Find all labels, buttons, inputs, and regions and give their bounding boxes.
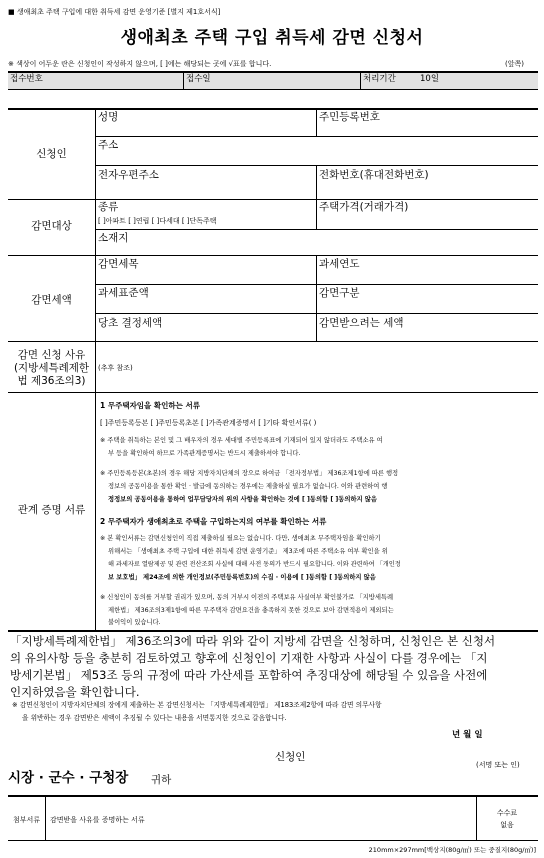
applicant-section-label: 신청인 [36, 148, 67, 160]
reason-section-label: 감면 신청 사유 [17, 349, 86, 361]
docs-note-3a: ※ 본 확인서류는 감면신청인이 직접 제출하실 필요는 없습니다. 다만, 생애최초 무주택자임을 확인하기 [100, 535, 381, 542]
reason-law-line2: 법 제36조의3) [17, 375, 86, 387]
fee-value: 없음 [500, 821, 514, 829]
warning-line-1: ※ 감면신청인이 지방자치단체의 장에게 제출하는 본 감면신청서는 「지방세특례제한법」 제183조제2항에 따라 감면 의무사항 [12, 701, 382, 709]
declaration-line-1: 「지방세특례제한법」 제36조의3에 따라 위와 같이 지방세 감면을 신청하며, 신청인은 본 신청서 [10, 634, 496, 648]
docs-heading-2: 2 무주택자가 생애최초로 주택을 구입하는지의 여부를 확인하는 서류 [100, 517, 327, 526]
page-title: 생애최초 주택 구입 취득세 감면 신청서 [120, 28, 424, 48]
phone-label: 전화번호(휴대전화번호) [319, 169, 429, 181]
sign-placeholder: (서명 또는 인) [476, 761, 520, 769]
tax-item-label: 감면세목 [98, 258, 139, 270]
attach-content: 감면받을 사유를 증명하는 서류 [50, 816, 145, 824]
receipt-number-label: 접수번호 [10, 74, 43, 84]
declaration-line-4: 인지하였음을 확인합니다. [10, 685, 140, 699]
location-label: 소재지 [98, 232, 129, 244]
reason-note: (추후 참조) [98, 364, 133, 372]
declaration-line-2: 의 유의사항 등을 충분히 검토하였고 향후에 신청인이 기재한 사항과 사실이 다를 경우에는 「지 [10, 651, 488, 665]
docs-section-label: 관계 증명 서류 [17, 504, 86, 516]
resident-number-label: 주민등록번호 [319, 111, 380, 123]
type-label: 종류 [98, 201, 119, 213]
house-price-label: 주택가격(거래가격) [319, 201, 409, 213]
recipient-honorific: 귀하 [151, 774, 172, 786]
email-label: 전자우편주소 [98, 169, 159, 181]
docs-note-1a: ※ 주택을 취득하는 본인 및 그 배우자의 경우 세대별 주민등록표에 기재되어 있지 않더라도 주택소유 여 [100, 437, 383, 444]
page-side-label: (앞쪽) [505, 60, 524, 68]
docs-note-3b: 위해서는 「생애최초 주택 구입에 대한 취득세 감면 운영기준」 제3조에 따른 주택소유 여부 확인을 위 [108, 548, 388, 555]
house-type-options[interactable]: [ ]아파트 [ ]연립 [ ]다세대 [ ]단독주택 [98, 217, 217, 225]
tax-base-label: 과세표준액 [98, 287, 149, 299]
form-note: ■ 생애최초 주택 구입에 대한 취득세 감면 운영기준 [별지 제1호서식] [8, 8, 221, 16]
processing-period-value: 10일 [420, 74, 440, 84]
docs-note-3d[interactable]: 보 보호법」 제24조에 의한 개인정보(주민등록번호)의 수집 · 이용에 [ ]동의함 [ ]동의하지 않음 [108, 574, 376, 581]
attach-label: 첨부서류 [12, 816, 41, 824]
receipt-date-label: 접수일 [186, 74, 211, 84]
instruction-text: ※ 색상이 어두운 란은 신청인이 작성하지 않으며, [ ]에는 해당되는 곳에 √표를 합니다. [8, 60, 272, 68]
footer-paper-spec: 210mm×297mm[백상지(80g/㎡) 또는 중질지(80g/㎡)] [368, 846, 536, 854]
tax-year-label: 과세연도 [319, 258, 360, 270]
decided-tax-label: 당초 결정세액 [98, 317, 163, 329]
docs-checks-1[interactable]: [ ]주민등록등본 [ ]주민등록초본 [ ]가족관계증명서 [ ]기타 확인서류( ) [100, 419, 317, 427]
reduction-category-label: 감면구분 [319, 287, 360, 299]
processing-period-label: 처리기간 [363, 74, 396, 84]
target-section-label: 감면대상 [31, 220, 72, 232]
docs-note-4c: 불이익이 있습니다. [108, 619, 161, 626]
fee-label: 수수료 [496, 809, 518, 817]
recipient-title: 시장 · 군수 · 구청장 [8, 770, 129, 786]
name-label: 성명 [98, 111, 119, 123]
docs-note-2a: ※ 주민등록등본(초본)의 경우 해당 지방자치단체의 장으로 하여금 「전자정부법」 제36조제1항에 따른 행정 [100, 470, 399, 477]
address-label: 주소 [98, 139, 119, 151]
docs-heading-1: 1 무주택자임을 확인하는 서류 [100, 401, 200, 410]
applicant-sign-label: 신청인 [275, 751, 306, 763]
declaration-line-3: 방세기본법」 제53조 등의 규정에 따라 가산세를 포함하여 추징대상에 해당될 수 있음을 사전에 [10, 668, 488, 682]
date-line: 년 월 일 [452, 730, 483, 740]
tax-section-label: 감면세액 [31, 294, 72, 306]
requested-reduction-label: 감면받으려는 세액 [319, 317, 404, 329]
receipt-row [8, 72, 538, 89]
docs-note-4a: ※ 신청인이 동의를 거부할 권리가 있으며, 동의 거부시 이전의 주택보유 사실여부 확인불가로 「지방세특례 [100, 594, 394, 601]
docs-note-2c[interactable]: 정정보의 공동이용을 통하여 업무담당자의 위의 사항을 확인하는 것에 [ ]동의함 [ ]동의하지 않음 [108, 496, 377, 503]
docs-note-1b: 부 등을 확인하여 하므로 가족관계증명서는 반드시 제출하셔야 합니다. [108, 450, 301, 457]
docs-note-3c: 해 과세자료 열람제공 및 관련 전산조회 사실에 대해 사전 동의가 반드시 필요합니다. 이와 관련하여 「개인정 [108, 561, 401, 568]
reason-law-line1: (지방세특례제한 [13, 362, 90, 374]
docs-note-2b: 정보의 공동이용을 통한 확인 · 발급에 동의하는 경우에는 제출하실 필요가 없습니다. 이와 관련하여 행 [108, 483, 388, 490]
docs-note-4b: 제한법」 제36조의3제1항에 따른 무주택자 감면요건을 충족하지 못한 것으로 보아 감면적용이 제외되는 [108, 607, 394, 614]
warning-line-2: 을 위반하는 경우 감면받은 세액이 추징될 수 있다는 내용을 서면통지한 것으로 갈음합니다. [22, 714, 287, 722]
